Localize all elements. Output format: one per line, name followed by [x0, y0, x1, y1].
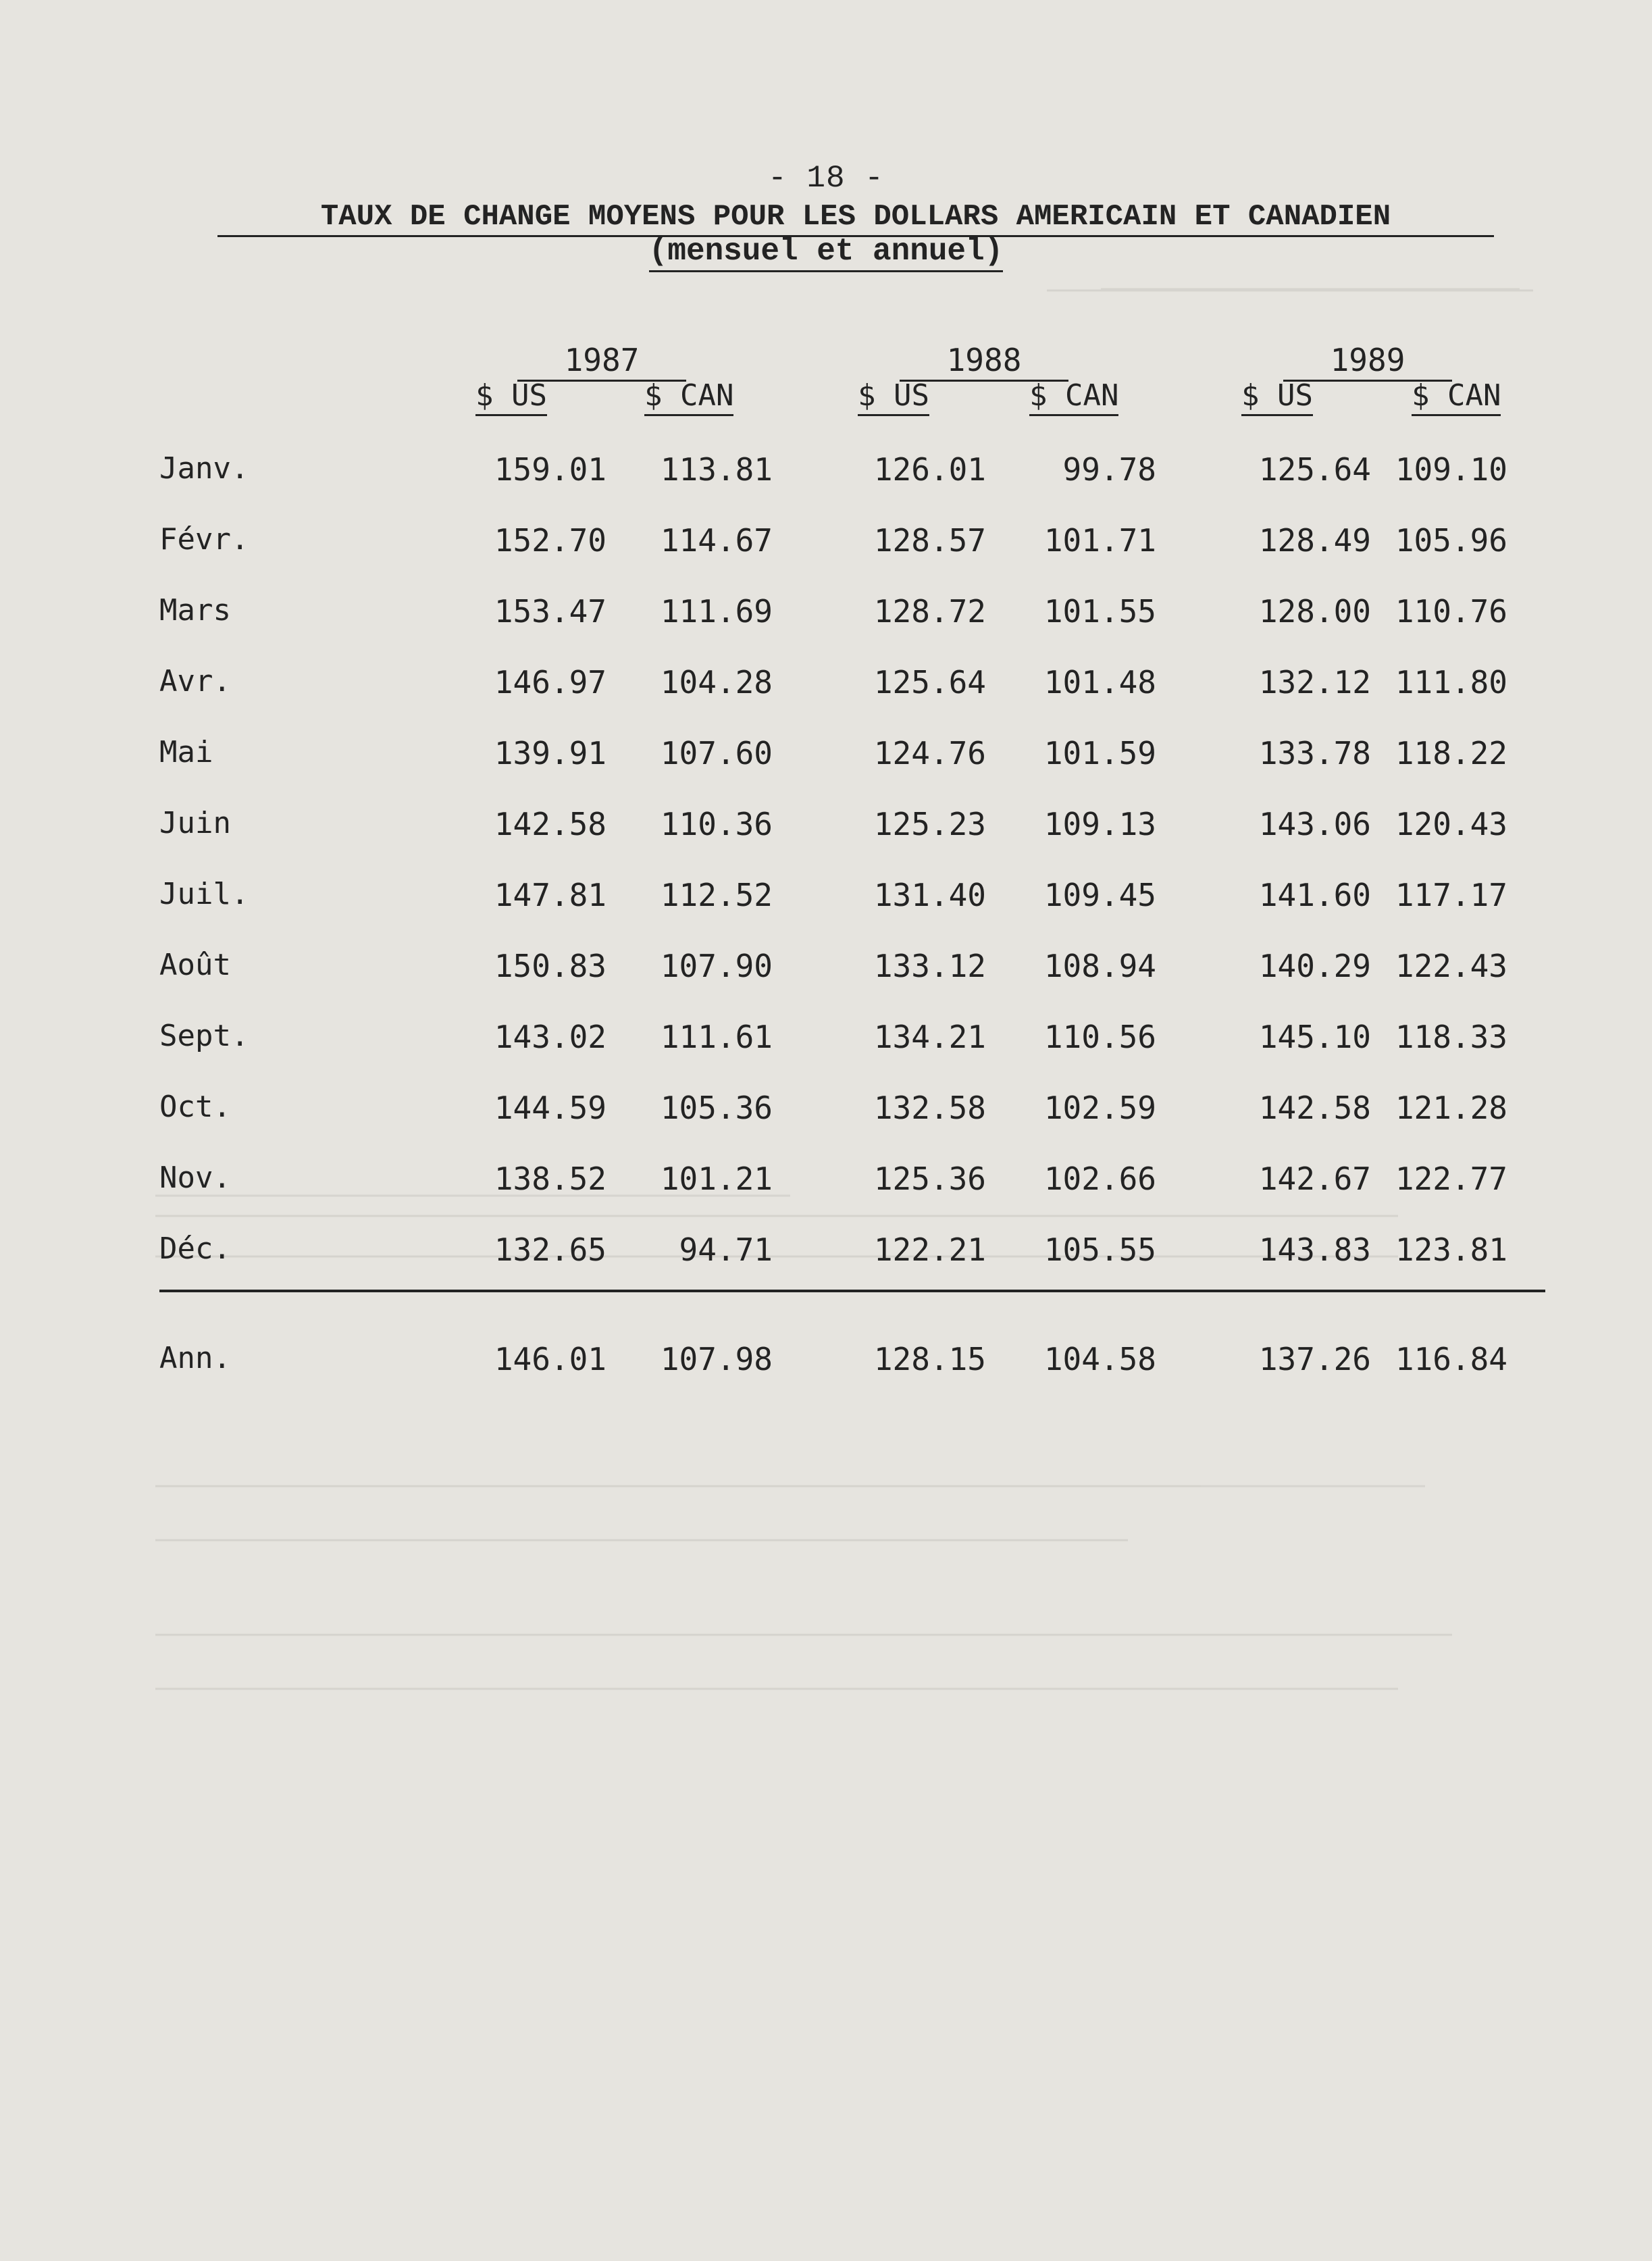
table-cell: 137.26: [1258, 1341, 1371, 1377]
row-label-month-11: Nov.: [159, 1161, 231, 1195]
table-cell: 123.81: [1395, 1231, 1507, 1268]
table-cell: 150.83: [494, 948, 606, 984]
table-cell: 104.28: [660, 664, 773, 701]
row-label-month-5: Mai: [159, 735, 213, 769]
row-label-month-2: Févr.: [159, 522, 249, 557]
table-subtitle-text: (mensuel et annuel): [649, 234, 1004, 272]
table-cell: 109.13: [1043, 806, 1156, 842]
table-cell: 101.55: [1043, 593, 1156, 630]
table-cell: 143.83: [1258, 1231, 1371, 1268]
table-cell: 118.33: [1395, 1019, 1507, 1055]
row-label-month-3: Mars: [159, 593, 231, 628]
row-label-month-1: Janv.: [159, 451, 249, 486]
table-cell: 159.01: [494, 451, 606, 488]
row-label-month-4: Avr.: [159, 664, 231, 698]
table-cell: 107.90: [660, 948, 773, 984]
table-cell: 144.59: [494, 1090, 606, 1126]
table-cell: 101.21: [660, 1161, 773, 1197]
table-cell: 107.60: [660, 735, 773, 771]
table-cell: 134.21: [873, 1019, 986, 1055]
table-cell: 142.58: [494, 806, 606, 842]
table-cell: 99.78: [1062, 451, 1156, 488]
table-cell: 108.94: [1043, 948, 1156, 984]
year-header-1988: 1988: [900, 342, 1068, 382]
table-cell: 120.43: [1395, 806, 1507, 842]
table-cell: 111.80: [1395, 664, 1507, 701]
table-cell: 140.29: [1258, 948, 1371, 984]
table-cell: 125.64: [1258, 451, 1371, 488]
year-header-1987: 1987: [517, 342, 686, 382]
table-cell: 146.97: [494, 664, 606, 701]
row-label-annual: Ann.: [159, 1341, 231, 1375]
table-bottom-rule: [159, 1290, 1545, 1292]
year-header-1989: 1989: [1283, 342, 1452, 382]
table-cell: 105.36: [660, 1090, 773, 1126]
table-cell: 146.01: [494, 1341, 606, 1377]
col-header-us-1989: $ US: [1241, 378, 1313, 416]
table-cell: 107.98: [660, 1341, 773, 1377]
table-cell: 126.01: [873, 451, 986, 488]
table-cell: 138.52: [494, 1161, 606, 1197]
table-cell: 125.64: [873, 664, 986, 701]
table-cell: 105.96: [1395, 522, 1507, 559]
table-cell: 121.28: [1395, 1090, 1507, 1126]
table-cell: 114.67: [660, 522, 773, 559]
col-header-us-1987: $ US: [475, 378, 547, 416]
table-cell: 113.81: [660, 451, 773, 488]
table-cell: 110.36: [660, 806, 773, 842]
table-cell: 128.00: [1258, 593, 1371, 630]
table-cell: 122.77: [1395, 1161, 1507, 1197]
table-cell: 132.12: [1258, 664, 1371, 701]
table-cell: 101.71: [1043, 522, 1156, 559]
table-cell: 102.66: [1043, 1161, 1156, 1197]
table-cell: 102.59: [1043, 1090, 1156, 1126]
table-cell: 128.15: [873, 1341, 986, 1377]
page-number: - 18 -: [768, 161, 884, 196]
table-cell: 153.47: [494, 593, 606, 630]
table-cell: 110.56: [1043, 1019, 1156, 1055]
table-cell: 125.23: [873, 806, 986, 842]
table-cell: 118.22: [1395, 735, 1507, 771]
table-cell: 117.17: [1395, 877, 1507, 913]
table-cell: 122.21: [873, 1231, 986, 1268]
table-cell: 133.12: [873, 948, 986, 984]
table-cell: 145.10: [1258, 1019, 1371, 1055]
table-cell: 133.78: [1258, 735, 1371, 771]
table-title: TAUX DE CHANGE MOYENS POUR LES DOLLARS AMERICAIN ET CANADIEN: [217, 200, 1494, 237]
table-cell: 112.52: [660, 877, 773, 913]
table-cell: 101.48: [1043, 664, 1156, 701]
table-cell: 111.61: [660, 1019, 773, 1055]
table-cell: 124.76: [873, 735, 986, 771]
table-cell: 142.67: [1258, 1161, 1371, 1197]
table-cell: 110.76: [1395, 593, 1507, 630]
row-label-month-8: Août: [159, 948, 231, 982]
table-cell: 101.59: [1043, 735, 1156, 771]
table-cell: 122.43: [1395, 948, 1507, 984]
table-cell: 128.49: [1258, 522, 1371, 559]
col-header-us-1988: $ US: [858, 378, 929, 416]
table-subtitle: [0, 234, 1652, 269]
table-cell: 132.58: [873, 1090, 986, 1126]
row-label-month-6: Juin: [159, 806, 231, 840]
table-cell: 94.71: [679, 1231, 773, 1268]
table-cell: 147.81: [494, 877, 606, 913]
col-header-can-1989: $ CAN: [1412, 378, 1501, 416]
table-cell: 142.58: [1258, 1090, 1371, 1126]
table-cell: 143.06: [1258, 806, 1371, 842]
table-cell: 131.40: [873, 877, 986, 913]
row-label-month-7: Juil.: [159, 877, 249, 911]
col-header-can-1988: $ CAN: [1029, 378, 1118, 416]
table-cell: 109.45: [1043, 877, 1156, 913]
table-cell: 116.84: [1395, 1341, 1507, 1377]
table-cell: 105.55: [1043, 1231, 1156, 1268]
row-label-month-10: Oct.: [159, 1090, 231, 1124]
table-cell: 132.65: [494, 1231, 606, 1268]
table-cell: 139.91: [494, 735, 606, 771]
row-label-month-12: Déc.: [159, 1231, 231, 1266]
table-cell: 109.10: [1395, 451, 1507, 488]
table-cell: 125.36: [873, 1161, 986, 1197]
table-cell: 141.60: [1258, 877, 1371, 913]
table-cell: 152.70: [494, 522, 606, 559]
table-cell: 104.58: [1043, 1341, 1156, 1377]
table-cell: 111.69: [660, 593, 773, 630]
table-cell: 128.72: [873, 593, 986, 630]
table-cell: 143.02: [494, 1019, 606, 1055]
row-label-month-9: Sept.: [159, 1019, 249, 1053]
table-cell: 128.57: [873, 522, 986, 559]
col-header-can-1987: $ CAN: [644, 378, 733, 416]
